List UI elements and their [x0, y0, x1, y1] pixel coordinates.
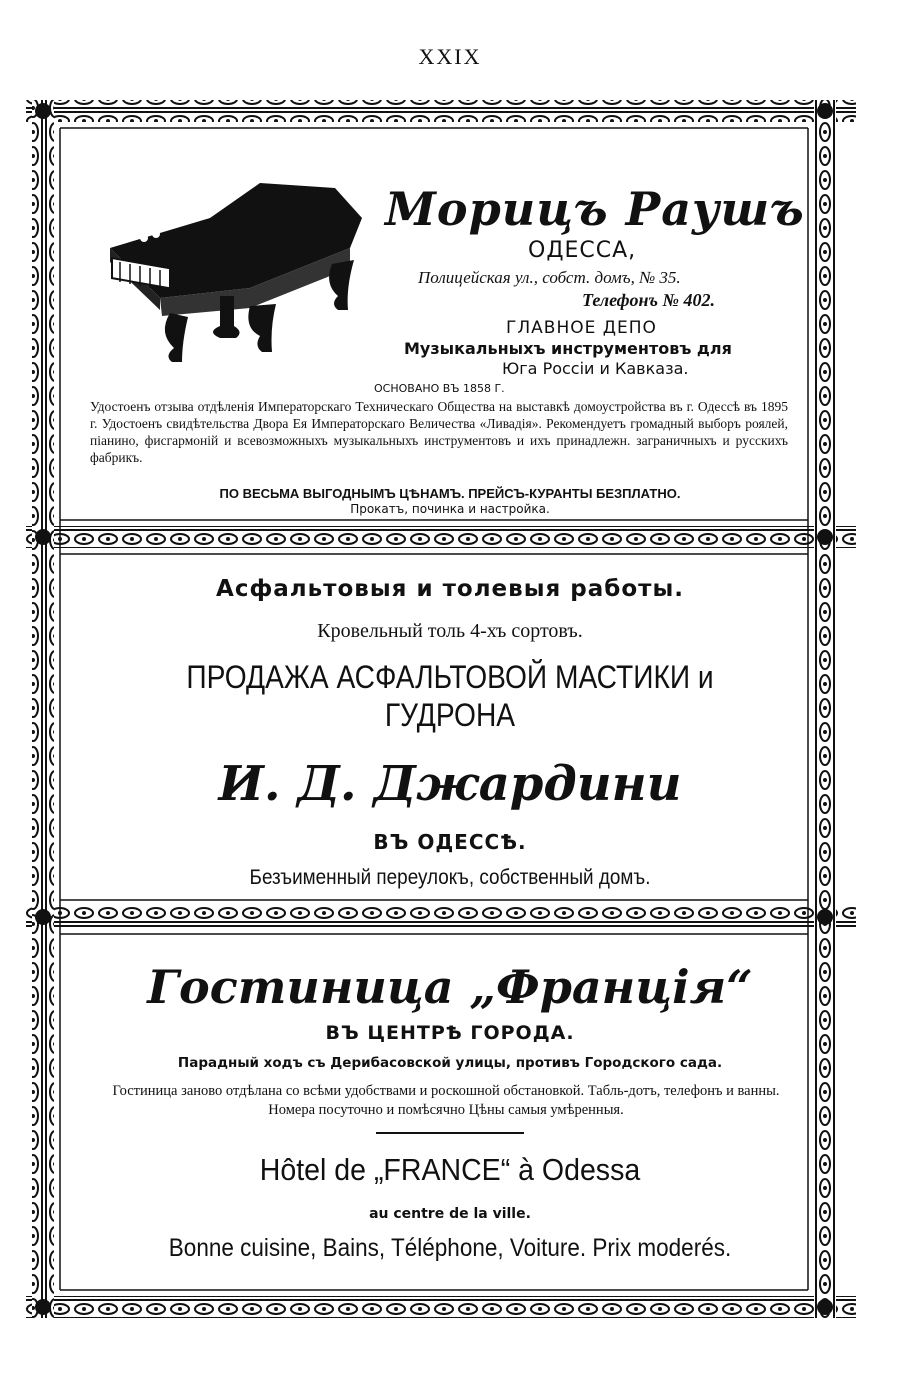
- hotel-entrance: Парадный ходъ съ Дерибасовской улицы, противъ Городского сада.: [177, 1055, 723, 1071]
- mastic-sale: [54, 658, 846, 734]
- rausch-prices: ПО ВЕСЬМА ВЫГОДНЫМЪ ЦѢНАМЪ. ПРЕЙСЪ-КУРАНТЫ БЕЗПЛАТНО.: [219, 486, 681, 501]
- rausch-address: Полицейская ул., собст. домъ, № 35.: [418, 268, 681, 287]
- giardini-city: ВЪ ОДЕССѢ.: [373, 830, 527, 854]
- rausch-name: Морицъ Раушъ: [385, 182, 805, 236]
- rausch-depot: ГЛАВНОЕ ДЕПО: [506, 318, 657, 338]
- giardini-address: Безъименный переулокъ, собственный домъ.: [249, 866, 651, 889]
- page-number: XXIX: [418, 44, 482, 69]
- rausch-services: Прокатъ, починка и настройка.: [350, 502, 550, 516]
- roofing-line: Кровельный толь 4-хъ сортовъ.: [317, 620, 583, 642]
- rausch-phone: Телефонъ № 402.: [582, 290, 715, 310]
- rausch-founded: ОСНОВАНО ВЪ 1858 Г.: [374, 382, 505, 395]
- hotel-body: Гостиница заново отдѣлана со всѣми удобствами и роскошной обстановкой. Табль-дотъ, телефонъ и ванны. Номера посуточно и помѣсячно Цѣны самыя умѣренныя.: [112, 1083, 780, 1118]
- mastic-sale-text: ПРОДАЖА АСФАЛЬТОВОЙ МАСТИКИ и ГУДРОНА: [186, 659, 714, 733]
- hotel-name: Гостиница „Франція“: [147, 960, 753, 1014]
- giardini-name: И. Д. Джардини: [218, 756, 682, 812]
- divider-rule: [376, 1132, 524, 1134]
- hotel-amenities-french: Bonne cuisine, Bains, Téléphone, Voiture. Prix moderés.: [168, 1234, 732, 1262]
- grand-piano-illustration: [100, 178, 372, 368]
- rausch-body: Удостоенъ отзыва отдѣленія Императорскаго Техническаго Общества на выставкѣ домоустройства въ г. Одессѣ въ 1895 г. Удостоенъ свидѣтельства Двора Ея Императорскаго Величества «Ливадія». Рекомендуетъ громадный выборъ роялей, піанино, фисгармоній и всевозможныхъ музыкальныхъ инструментовъ и ихъ принадлежн. заграничныхъ и русскихъ фабрикъ.: [90, 399, 788, 465]
- hotel-centre-french: au centre de la ville.: [369, 1206, 531, 1222]
- hotel-name-french: Hôtel de „FRANCE“ à Odessa: [259, 1152, 641, 1187]
- rausch-instruments: Музыкальныхъ инструментовъ для: [404, 339, 732, 358]
- rausch-region: Юга Россіи и Кавказа.: [502, 359, 689, 378]
- rausch-city: ОДЕССА,: [528, 238, 637, 263]
- asphalt-headline: Асфальтовыя и толевыя работы.: [216, 576, 684, 602]
- hotel-location: ВЪ ЦЕНТРѢ ГОРОДА.: [325, 1022, 575, 1044]
